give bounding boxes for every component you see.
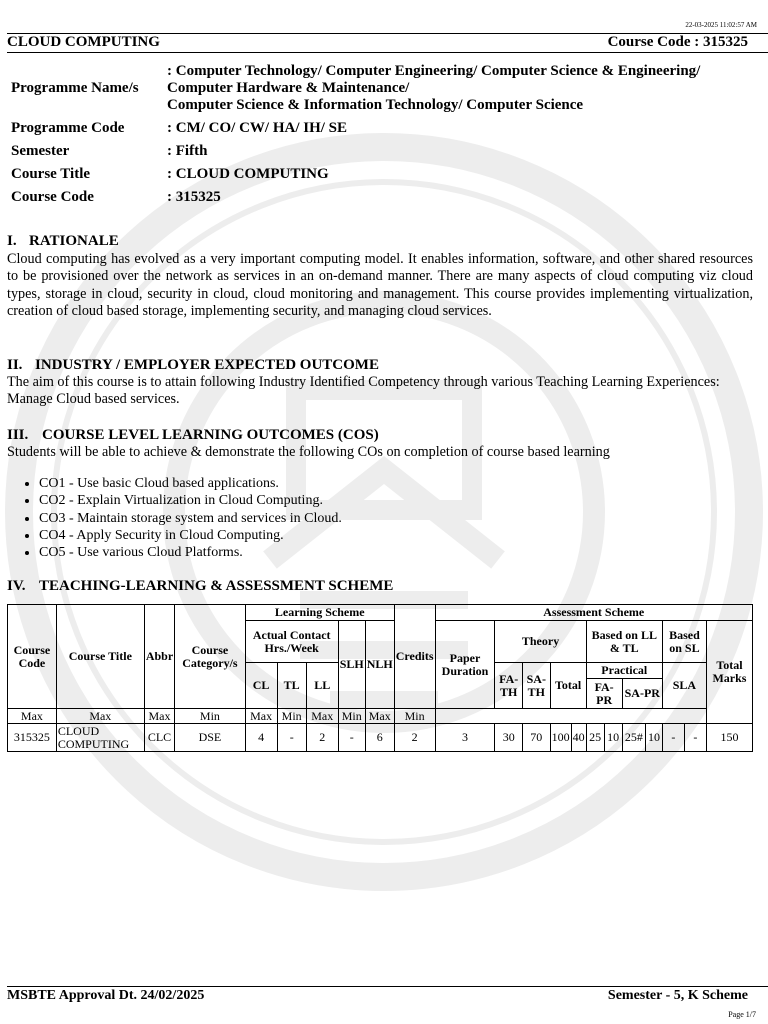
section-heading-rationale: [7, 233, 755, 250]
course-title-header: CLOUD COMPUTING: [7, 34, 160, 50]
cell-course-title: CLOUD COMPUTING: [56, 724, 144, 752]
section-number: I.: [7, 233, 17, 249]
list-item: • CO3 - Maintain storage system and services in Cloud.: [39, 510, 768, 527]
cell-total-min: 40: [571, 724, 586, 752]
cell-tl: -: [277, 724, 306, 752]
col-sla: SLA: [662, 663, 706, 709]
col-actual-contact-hrs: Actual Contact Hrs./Week: [245, 621, 338, 663]
info-value: : CM/ CO/ CW/ HA/ IH/ SE: [167, 120, 348, 136]
info-row: [7, 186, 757, 209]
info-label: Programme Code: [11, 120, 125, 136]
cell-sla-max: -: [662, 724, 684, 752]
section-title: RATIONALE: [29, 233, 119, 249]
col-total: Total: [550, 663, 586, 709]
industry-outcome-text: The aim of this course is to attain following Industry Identified Competency through various Teaching Learning Experiences: Manage Cloud based services.: [7, 374, 720, 408]
section-title: INDUSTRY / EMPLOYER EXPECTED OUTCOME: [35, 357, 379, 373]
cell-course-code: 315325: [8, 724, 57, 752]
sla-min-label: Min: [394, 709, 435, 724]
print-timestamp: 22-03-2025 11:02:57 AM: [685, 21, 757, 29]
col-course-title: Course Title: [56, 605, 144, 709]
course-code-header: Course Code : 315325: [607, 34, 748, 50]
col-category: Course Category/s: [175, 605, 246, 709]
group-ll-tl: Based on LL & TL: [586, 621, 662, 663]
cell-sla-min: -: [684, 724, 706, 752]
col-paper-duration: Paper Duration: [435, 621, 495, 709]
col-ll: LL: [306, 663, 338, 709]
col-cl: CL: [245, 663, 277, 709]
page-number: Page 1/7: [728, 1010, 756, 1019]
list-item: • CO4 - Apply Security in Cloud Computing.: [39, 527, 768, 544]
col-course-code: Course Code: [8, 605, 57, 709]
info-row: [7, 117, 757, 140]
course-info-table: [7, 60, 757, 209]
rationale-text: Cloud computing has evolved as a very important computing model. It enables information, software, and other shared resources to be provisioned over the network as services in an on-demand manner. There are many aspects of cloud computing viz cloud types, storage in cloud, security in cloud, cloud monitoring and management. This course provides implementing virtualization, creation of cloud based storage, implementing security, and managing cloud services.: [7, 251, 753, 319]
col-nlh: NLH: [365, 621, 394, 709]
info-label: Course Title: [11, 166, 91, 182]
cos-intro-text: Students will be able to achieve & demonstrate the following COs on completion of course based learning: [7, 444, 610, 460]
cell-fa-pr-max: 25: [586, 724, 604, 752]
group-practical: Practical: [586, 663, 662, 679]
info-value: : CLOUD COMPUTING: [167, 166, 329, 182]
teaching-assessment-scheme-table: [7, 604, 753, 752]
fa-pr-max-label: Max: [245, 709, 277, 724]
page-footer: [7, 988, 748, 1004]
col-credits: Credits: [394, 605, 435, 709]
cell-slh: -: [338, 724, 365, 752]
info-label: Semester: [11, 143, 70, 159]
co-list: [0, 475, 768, 561]
cell-category: DSE: [175, 724, 246, 752]
info-value: : Fifth: [167, 143, 208, 159]
fa-th-max-label: Max: [8, 709, 57, 724]
info-label: Programme Name/s: [11, 80, 139, 96]
fa-pr-min-label: Min: [277, 709, 306, 724]
group-assessment-scheme: Assessment Scheme: [435, 605, 752, 621]
max-min-row: [8, 709, 753, 724]
section-title: TEACHING-LEARNING & ASSESSMENT SCHEME: [39, 578, 394, 594]
cell-ll: 2: [306, 724, 338, 752]
sa-pr-min-label: Min: [338, 709, 365, 724]
sla-max-label: Max: [365, 709, 394, 724]
group-theory: Theory: [495, 621, 586, 663]
cell-paper-duration: 3: [435, 724, 495, 752]
cell-fa-th-max: 30: [495, 724, 522, 752]
col-abbr: Abbr: [144, 605, 174, 709]
list-item: • CO1 - Use basic Cloud based applications.: [39, 475, 768, 492]
table-row: [8, 724, 753, 752]
sa-th-max-label: Max: [56, 709, 144, 724]
col-sa-th: SA-TH: [522, 663, 550, 709]
cell-sa-th-max: 70: [522, 724, 550, 752]
section-heading-industry-outcome: [7, 357, 755, 374]
col-tl: TL: [277, 663, 306, 709]
col-fa-th: FA-TH: [495, 663, 522, 709]
approval-date: MSBTE Approval Dt. 24/02/2025: [7, 988, 205, 1003]
total-min-label: Min: [175, 709, 246, 724]
sa-pr-max-label: Max: [306, 709, 338, 724]
col-total-marks: Total Marks: [706, 621, 752, 724]
col-sa-pr: SA-PR: [622, 679, 662, 709]
section-number: II.: [7, 357, 23, 373]
cell-fa-pr-min: 10: [604, 724, 622, 752]
info-row: [7, 163, 757, 186]
cell-total-marks: 150: [706, 724, 752, 752]
cell-nlh: 6: [365, 724, 394, 752]
section-heading-scheme: [7, 578, 755, 595]
section-number: IV.: [7, 578, 26, 594]
list-item: • CO5 - Use various Cloud Platforms.: [39, 544, 768, 561]
info-label: Course Code: [11, 189, 94, 205]
semester-scheme: Semester - 5, K Scheme: [607, 988, 748, 1003]
cell-total-max: 100: [550, 724, 571, 752]
group-sl: Based on SL: [662, 621, 706, 663]
cell-cl: 4: [245, 724, 277, 752]
section-heading-cos: [7, 427, 755, 444]
cell-sa-pr-min: 10: [646, 724, 663, 752]
cell-sa-pr-max: 25#: [622, 724, 645, 752]
info-row: [7, 60, 757, 117]
section-number: III.: [7, 427, 29, 443]
info-value: : 315325: [167, 189, 221, 205]
info-row: [7, 140, 757, 163]
footer-rule: [7, 986, 768, 987]
col-fa-pr: FA-PR: [586, 679, 622, 709]
page-header: [7, 34, 748, 51]
section-title: COURSE LEVEL LEARNING OUTCOMES (COS): [42, 427, 379, 443]
cell-credits: 2: [394, 724, 435, 752]
info-value: : Computer Technology/ Computer Engineering/ Computer Science & Engineering/ Computer Hardware & Maintenance/ Computer Science & Information Technology/ Computer Science: [167, 63, 701, 113]
list-item: • CO2 - Explain Virtualization in Cloud Computing.: [39, 492, 768, 509]
group-learning-scheme: Learning Scheme: [245, 605, 394, 621]
col-slh: SLH: [338, 621, 365, 709]
total-max-label: Max: [144, 709, 174, 724]
header-bottom-rule: [7, 52, 768, 53]
cell-abbr: CLC: [144, 724, 174, 752]
